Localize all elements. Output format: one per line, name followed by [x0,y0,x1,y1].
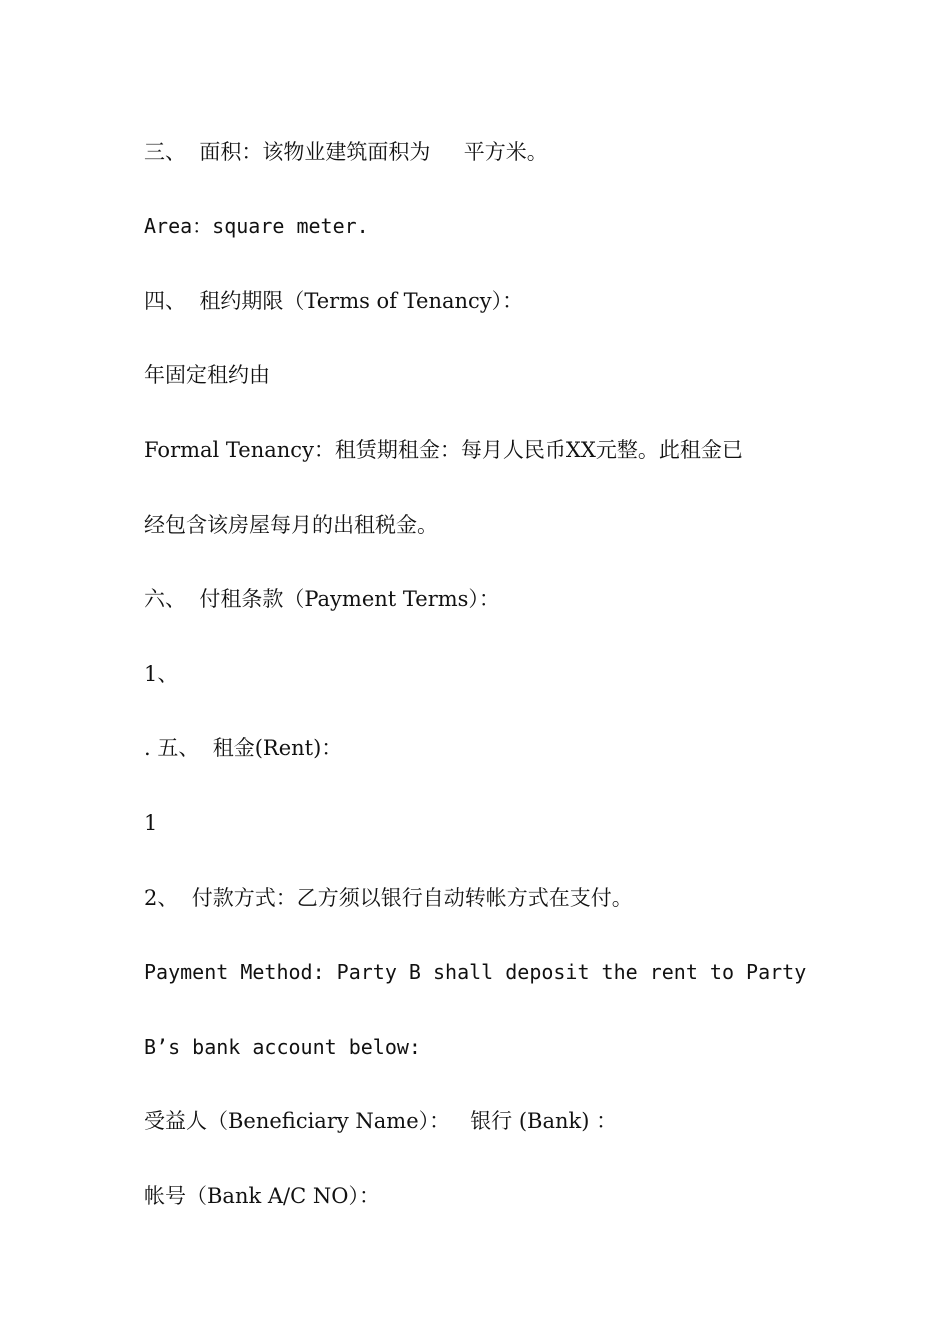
beneficiary-bank-line: 受益人（Beneficiary Name）： 银行 (Bank) ： [144,1109,618,1133]
section-3-area-heading: 三、 面积：该物业建筑面积为 平方米。 [144,140,548,164]
bank-account-number-line: 帐号（Bank A/C NO）： [144,1184,380,1208]
section-6-payment-terms-heading: 六、 付租条款（Payment Terms）： [144,587,500,611]
section-4-tenancy-heading: 四、 租约期限（Terms of Tenancy）： [144,289,524,313]
section-5-rent-heading: . 五、 租金(Rent)： [144,736,343,760]
fixed-tenancy-line: 年固定租约由 [144,363,270,387]
rent-tax-included-line: 经包含该房屋每月的出租税金。 [144,513,438,537]
payment-item-1: 1、 [144,662,179,686]
formal-tenancy-rent-line: Formal Tenancy：租赁期租金：每月人民币XX元整。此租金已 [144,438,743,462]
area-english-line: Area：square meter. [144,214,369,238]
payment-method-chinese-line: 2、 付款方式：乙方须以银行自动转帐方式在支付。 [144,886,633,910]
payment-method-english-line-1: Payment Method: Party B shall deposit the rent to Party [144,960,807,984]
rent-item-1: 1 [144,811,158,835]
payment-method-english-line-2: B’s bank account below: [144,1035,421,1059]
